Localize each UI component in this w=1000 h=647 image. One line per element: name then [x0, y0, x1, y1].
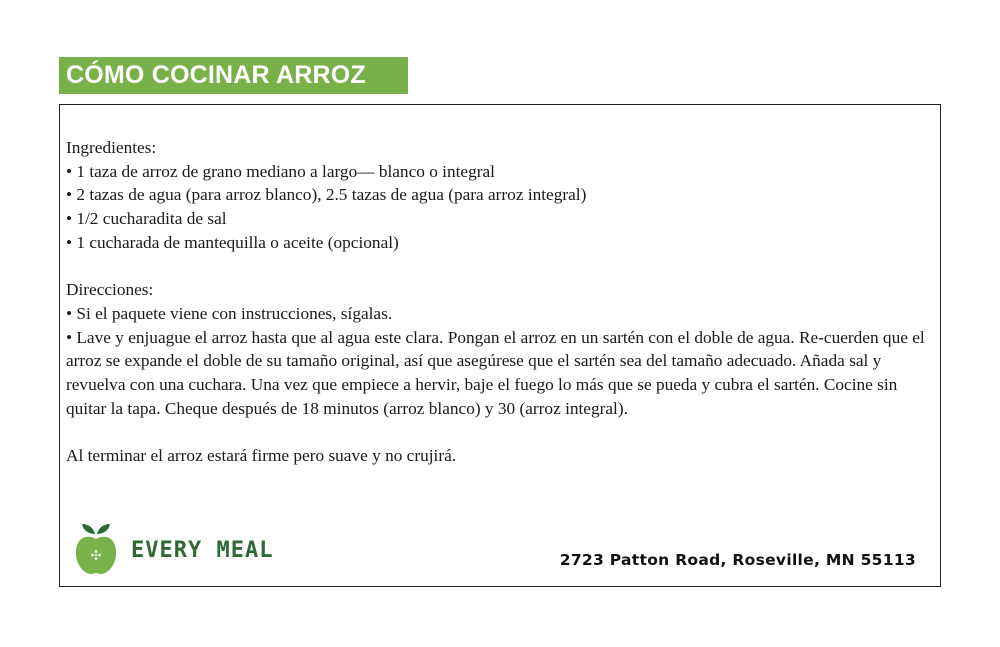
recipe-content: [66, 136, 932, 468]
direction-item: • Lave y enjuague el arroz hasta que al agua este clara. Pongan el arroz en un sartén con el doble de agua. Re-cuerden que el arroz se expande el doble de su tamaño original, así que asegúrese que el sartén sea del tamaño adecuado. Añada sal y revuelva con una cuchara. Una vez que empiece a hervir, baje el fuego lo más que se pueda y cubra el sartén. Cocine sin quitar la tapa. Cheque después de 18 minutos (arroz blanco) y 30 (arroz integral).: [66, 327, 925, 418]
ingredient-item: • 1 cucharada de mantequilla o aceite (opcional): [66, 232, 399, 252]
recipe-card: [59, 104, 941, 587]
direction-item: • Si el paquete viene con instrucciones, sígalas.: [66, 303, 393, 323]
ingredients-heading: Ingredientes:: [66, 138, 157, 157]
ingredient-item: • 1/2 cucharadita de sal: [66, 209, 227, 229]
directions-heading: Direcciones:: [66, 280, 154, 300]
spacer: [66, 420, 932, 444]
apple-icon: [74, 521, 118, 575]
address: 2723 Patton Road, Roseville, MN 55113: [559, 551, 916, 569]
closing-note: Al terminar el arroz estará firme pero suave y no crujirá.: [66, 446, 457, 466]
logo-text: EVERY MEAL: [131, 537, 274, 563]
spacer: [66, 255, 932, 279]
every-meal-logo: [74, 519, 273, 577]
page-title: CÓMO COCINAR ARROZ: [59, 57, 408, 94]
ingredient-item: • 2 tazas de agua (para arroz blanco), 2.5 tazas de agua (para arroz integral): [66, 185, 587, 205]
ingredient-item: • 1 taza de arroz de grano mediano a largo— blanco o integral: [66, 161, 495, 181]
